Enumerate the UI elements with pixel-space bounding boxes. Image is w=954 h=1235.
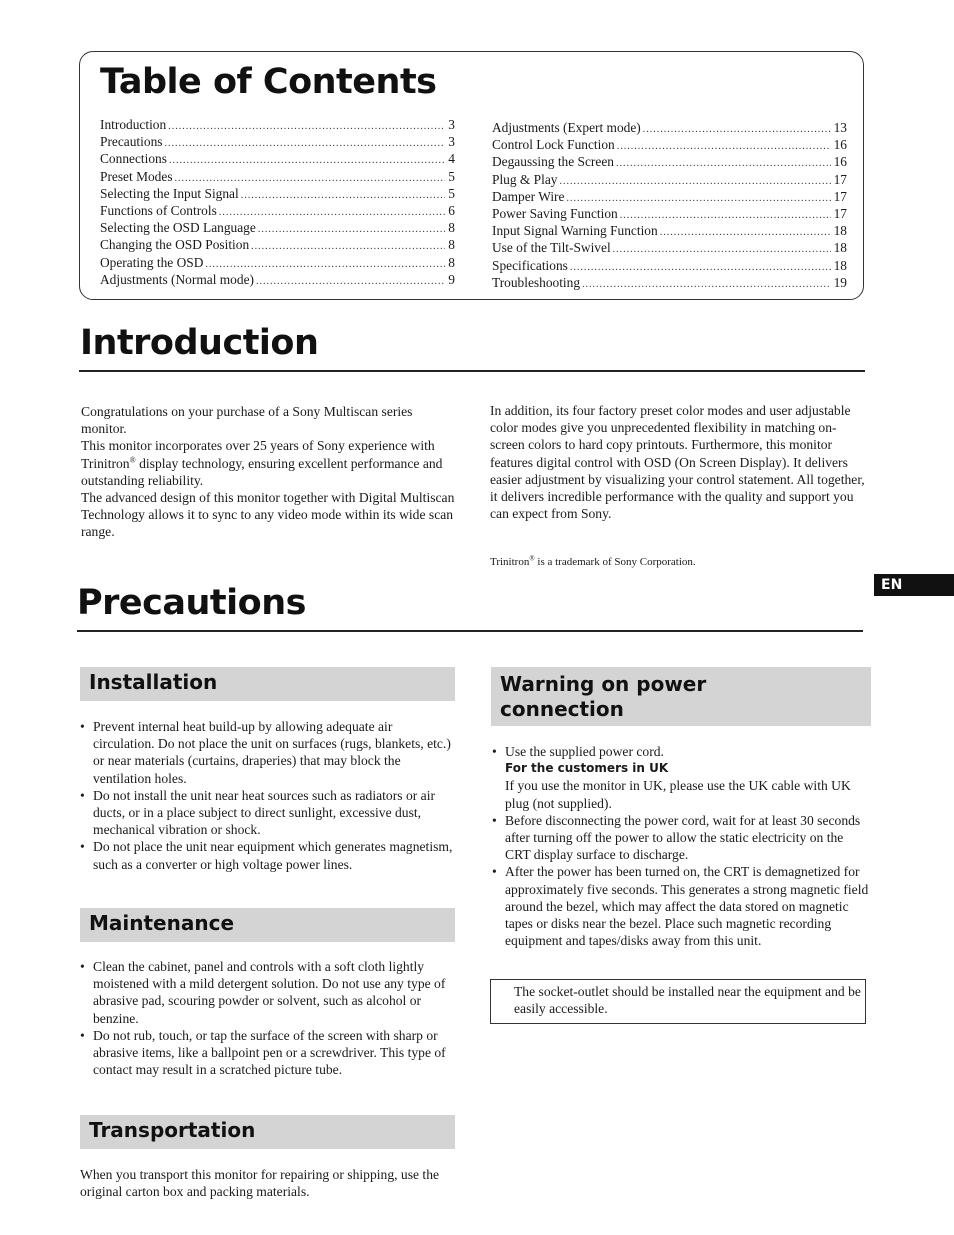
toc-entry[interactable] [492,258,847,275]
toc-entry-page: 3 [448,134,455,150]
toc-entry-label: Plug & Play [492,171,558,187]
toc-leader [169,155,445,166]
intro-text: display technology, ensuring excellent performance and outstanding reliability. [81,455,443,488]
toc-leader [613,244,831,255]
toc-entry-label: Damper Wire [492,188,565,204]
socket-outlet-note [490,979,866,1024]
toc-leader [559,176,830,187]
list-item: • Do not install the unit near heat sources such as radiators or air ducts, or in a place subject to direct sunlight, excessive dust, mechanical vibration or shock. [80,787,456,839]
toc-entry-page: 18 [833,223,847,239]
toc-entry-page: 5 [448,185,455,201]
toc-entry-label: Control Lock Function [492,137,615,153]
toc-title: Table of Contents [100,62,437,102]
installation-heading [80,667,455,701]
toc-entry-page: 3 [448,117,455,132]
warning-heading-line: connection [500,697,624,721]
toc-entry-label: Troubleshooting [492,274,581,290]
toc-entry[interactable] [492,154,847,171]
installation-list [80,718,456,873]
transportation-heading-text: Transportation [89,1118,256,1142]
toc-entry-page: 16 [833,137,847,153]
toc-entry-page: 6 [448,202,455,218]
toc-entry-label: Operating the OSD [100,254,204,270]
toc-entry[interactable] [100,169,455,186]
warning-list [492,743,872,949]
toc-leader [617,141,831,152]
toc-leader [616,158,831,169]
intro-paragraph [81,437,461,489]
introduction-right-text [490,402,868,522]
intro-paragraph: Congratulations on your purchase of a Sony Multiscan series monitor. [81,404,413,437]
toc-entry-label: Power Saving Function [492,205,618,221]
toc-leader [660,227,831,238]
toc-entry-label: Connections [100,151,167,167]
toc-entry[interactable] [100,203,455,220]
installation-heading-text: Installation [89,670,218,694]
toc-leader [241,190,446,201]
list-item [492,743,872,812]
toc-entry[interactable] [100,151,455,168]
toc-entry[interactable] [492,275,847,292]
toc-entry-label: Introduction [100,117,167,132]
toc-entry[interactable] [100,134,455,151]
introduction-left-text [81,403,461,541]
list-item-text: If you use the monitor in UK, please use the UK cable with UK plug (not supplied). [505,778,851,811]
uk-customers-subhead: For the customers in UK [505,761,669,776]
list-item: • After the power has been turned on, the CRT is demagnetized for approximately five seconds. This generates a strong magnetic field around the bezel, which may affect the data stored on magnetic tapes or disks near the bezel. Place such magnetic recording equipment and tapes/disks away from this unit. [492,863,872,949]
intro-paragraph: The advanced design of this monitor together with Digital Multiscan Technology allows it to sync to any video mode within its wide scan range. [81,490,455,540]
intro-paragraph: In addition, its four factory preset color modes and user adjustable color modes give you unprecedented flexibility in matching on-screen colors to hard copy printouts. Furthermore, this monitor features digital control with OSD (On Screen Display). It delivers easier adjustment by visualizing your control statement. All together, it delivers incredible performance with the quality and support you can expect from Sony. [490,403,865,522]
toc-entry-page: 9 [448,271,455,287]
toc-entry[interactable] [492,172,847,189]
transportation-text [80,1166,456,1200]
list-item: • Prevent internal heat build-up by allowing adequate air circulation. Do not place the unit on surfaces (rugs, blankets, etc.) or near materials (curtains, draperies) that may block the ventilation holes. [80,718,456,787]
toc-entry[interactable] [492,240,847,257]
toc-leader [219,207,445,218]
transportation-heading [80,1115,455,1149]
toc-entry-label: Use of the Tilt-Swivel [492,240,611,256]
toc-entry-page: 17 [833,188,847,204]
toc-entry-label: Input Signal Warning Function [492,223,658,239]
language-tab: EN [874,574,954,596]
toc-entry-label: Degaussing the Screen [492,154,614,170]
toc-entry-label: Adjustments (Expert mode) [492,120,641,135]
toc-leader [582,279,831,290]
precautions-title: Precautions [77,583,306,623]
toc-entry-page: 13 [833,120,847,135]
toc-entry[interactable] [100,117,455,134]
list-item: • Do not rub, touch, or tap the surface of the screen with sharp or abrasive items, like a ballpoint pen or a screwdriver. This type of contact may result in a scratched picture tube. [80,1027,456,1079]
list-item: • Do not place the unit near equipment which generates magnetism, such as a converter or high voltage power lines. [80,838,456,872]
toc-entry-label: Adjustments (Normal mode) [100,271,254,287]
list-item: • Before disconnecting the power cord, wait for at least 30 seconds after turning off the power to allow the static electricity on the CRT display surface to discharge. [492,812,872,864]
toc-leader [256,276,445,287]
toc-entry[interactable] [492,137,847,154]
registered-mark: ® [129,455,136,465]
toc-entry[interactable] [492,189,847,206]
toc-entry-page: 17 [833,205,847,221]
toc-entry-page: 18 [833,257,847,273]
intro-text: This monitor incorporates over 25 years of Sony experience with Trinitron [81,438,435,471]
toc-entry-label: Specifications [492,257,568,273]
toc-entry-label: Precautions [100,134,163,150]
transportation-paragraph: When you transport this monitor for repairing or shipping, use the original carton box and packing materials. [80,1167,440,1200]
toc-entry[interactable] [100,186,455,203]
toc-entry[interactable] [100,237,455,254]
toc-right-column [492,120,847,292]
toc-entry-page: 17 [833,171,847,187]
toc-entry-label: Preset Modes [100,168,173,184]
toc-entry[interactable] [100,272,455,289]
trademark-text: is a trademark of Sony Corporation. [534,556,696,568]
toc-entry[interactable] [100,255,455,272]
toc-leader [643,124,831,135]
toc-entry[interactable] [492,120,847,137]
toc-entry[interactable] [100,220,455,237]
toc-entry-label: Selecting the OSD Language [100,220,256,236]
toc-entry-page: 5 [448,168,455,184]
toc-leader [168,121,445,132]
toc-leader [175,173,446,184]
trademark-note [490,556,696,568]
toc-entry[interactable] [492,223,847,240]
toc-entry-page: 18 [833,240,847,256]
maintenance-heading [80,908,455,942]
toc-leader [205,259,445,270]
toc-entry[interactable] [492,206,847,223]
warning-heading [491,667,871,726]
maintenance-heading-text: Maintenance [89,911,235,935]
socket-outlet-text: The socket-outlet should be installed near the equipment and be easily accessible. [514,984,861,1017]
maintenance-list [80,958,456,1078]
toc-entry-label: Functions of Controls [100,202,217,218]
toc-entry-label: Selecting the Input Signal [100,185,239,201]
toc-leader [566,193,830,204]
toc-leader [258,224,445,235]
toc-leader [570,262,831,273]
toc-leader [620,210,831,221]
toc-entry-page: 19 [833,274,847,290]
toc-entry-page: 8 [448,237,455,253]
toc-leader [251,241,445,252]
list-item: • Clean the cabinet, panel and controls with a soft cloth lightly moistened with a mild detergent solution. Do not use any type of abrasive pad, scouring powder or solvent, such as alcohol or benzine. [80,958,456,1027]
toc-entry-page: 16 [833,154,847,170]
toc-leader [164,138,445,149]
toc-entry-page: 8 [448,254,455,270]
toc-left-column [100,117,455,289]
trademark-text: Trinitron [490,556,530,568]
toc-entry-page: 4 [448,151,455,167]
list-item-text: • Use the supplied power cord. [505,744,664,759]
precautions-rule [77,630,863,632]
toc-entry-page: 8 [448,220,455,236]
introduction-rule [79,370,865,372]
introduction-title: Introduction [80,323,319,363]
toc-entry-label: Changing the OSD Position [100,237,250,253]
warning-heading-line: Warning on power [500,672,707,696]
registered-mark: ® [529,554,535,563]
